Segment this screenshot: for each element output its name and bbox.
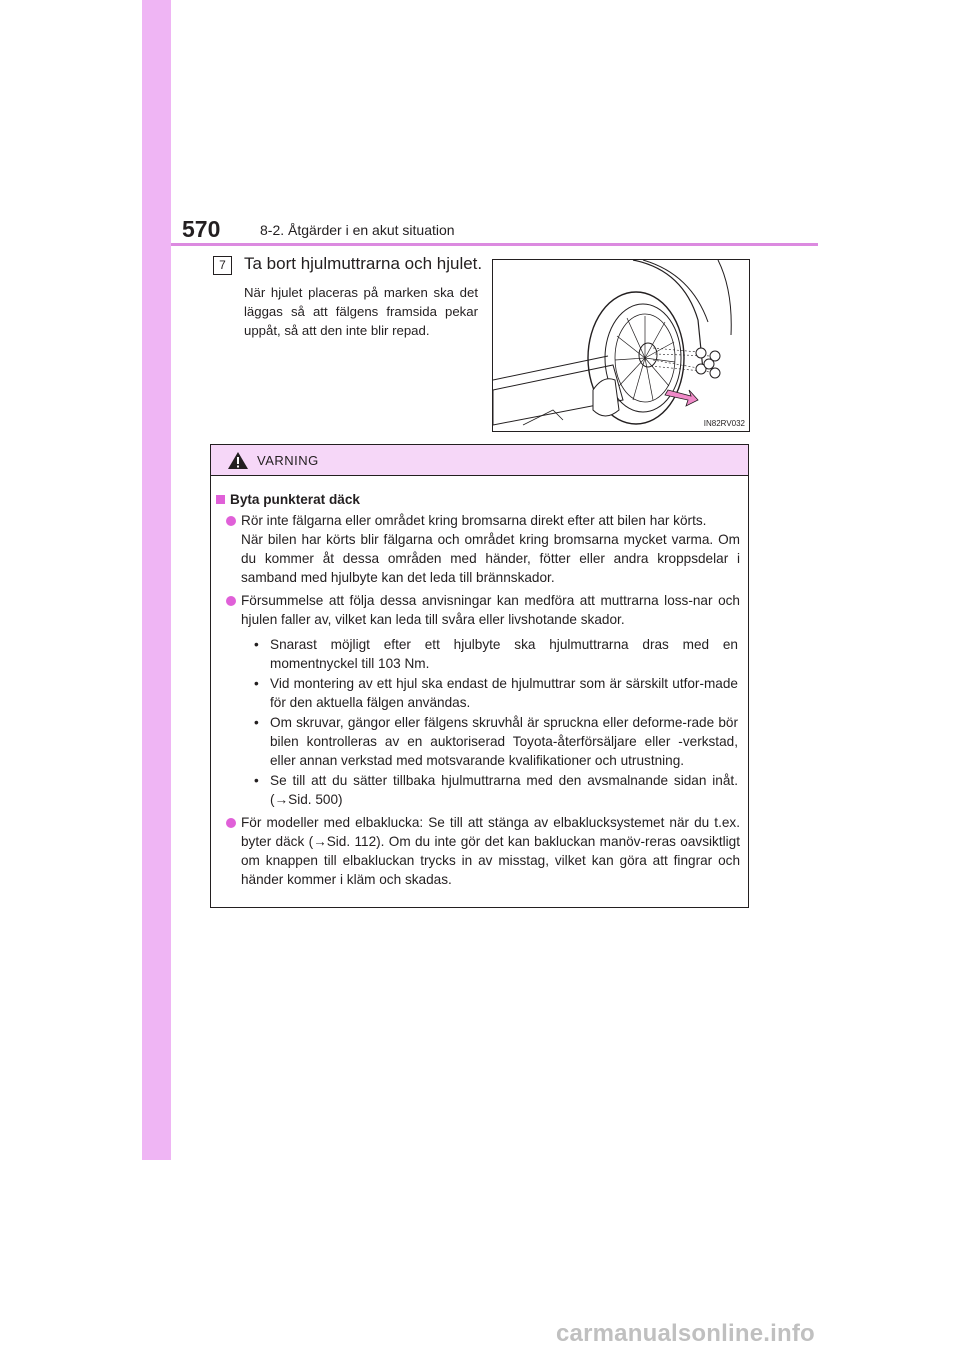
warning-item — [216, 511, 740, 587]
warning-sub-list — [241, 635, 740, 809]
warning-sub-item: • Om skruvar, gängor eller fälgens skruvhål är spruckna eller deforme-rade bör bilen kontrolleras av en auktoriserad Toyota-återförsäljare eller -verkstad, eller annan verkstad med motsvarande kvalifikationer och utrustning. — [254, 715, 738, 768]
step-body: När hjulet placeras på marken ska det läggas så att fälgens framsida pekar uppåt, så att den inte blir repad. — [244, 285, 478, 338]
warning-header — [211, 445, 748, 476]
header-rule — [171, 243, 818, 246]
warning-paragraph: Försummelse att följa dessa anvisningar kan medföra att muttrarna loss-nar och hjulen faller av, vilket kan leda till svåra eller livshotande skador. — [241, 593, 740, 627]
warning-paragraph: När bilen har körts blir fälgarna och området kring bromsarna mycket varma. Om du kommer åt dessa områden med händer, fötter eller andra kroppsdelar i samband med hjulbyte kan det leda till brännskador. — [241, 532, 740, 585]
warning-box — [210, 444, 749, 908]
warning-item — [216, 813, 740, 889]
section-title: 8-2. Åtgärder i en akut situation — [260, 222, 455, 238]
square-bullet-icon — [216, 495, 225, 504]
page-number: 570 — [182, 216, 221, 242]
wheel-removal-figure — [492, 259, 750, 432]
chapter-side-tab — [142, 0, 171, 1160]
figure-code: IN82RV032 — [703, 419, 745, 428]
warning-heading-text: Byta punkterat däck — [230, 492, 360, 507]
warning-title: VARNING — [257, 452, 319, 468]
step-number-box: 7 — [213, 256, 232, 275]
dot-bullet-icon — [226, 818, 236, 828]
wheel-removal-illustration — [493, 260, 749, 431]
warning-triangle-icon — [227, 451, 249, 470]
warning-sub-item: • Vid montering av ett hjul ska endast de hjulmuttrar som är särskilt utfor-made för den aktuella fälgen användas. — [254, 676, 738, 710]
dot-bullet-icon — [226, 596, 236, 606]
dot-bullet-icon — [226, 516, 236, 526]
warning-sub-item: • Snarast möjligt efter ett hjulbyte ska hjulmuttrarna dras med en momentnyckel till 103 Nm. — [254, 637, 738, 671]
watermark: carmanualsonline.info — [556, 1320, 815, 1347]
warning-item — [216, 591, 740, 809]
step-heading: Ta bort hjulmuttrarna och hjulet. — [244, 254, 483, 273]
warning-heading — [216, 490, 740, 509]
warning-paragraph: För modeller med elbaklucka: Se till att stänga av elbaklucksystemet när du t.ex. byter däck (→Sid. 112). Om du inte gör det kan bakluckan manöv-reras oavsiktligt om knappen till elbakluckan trycks in av misstag, vilket kan göra att fingrar och händer kommer i kläm och skadas. — [241, 815, 740, 887]
warning-content — [211, 476, 748, 889]
warning-paragraph: Rör inte fälgarna eller området kring bromsarna direkt efter att bilen har körts. — [241, 513, 707, 528]
warning-sub-item: • Se till att du sätter tillbaka hjulmuttrarna med den avsmalnande sidan inåt. (→Sid. 500) — [254, 773, 738, 807]
